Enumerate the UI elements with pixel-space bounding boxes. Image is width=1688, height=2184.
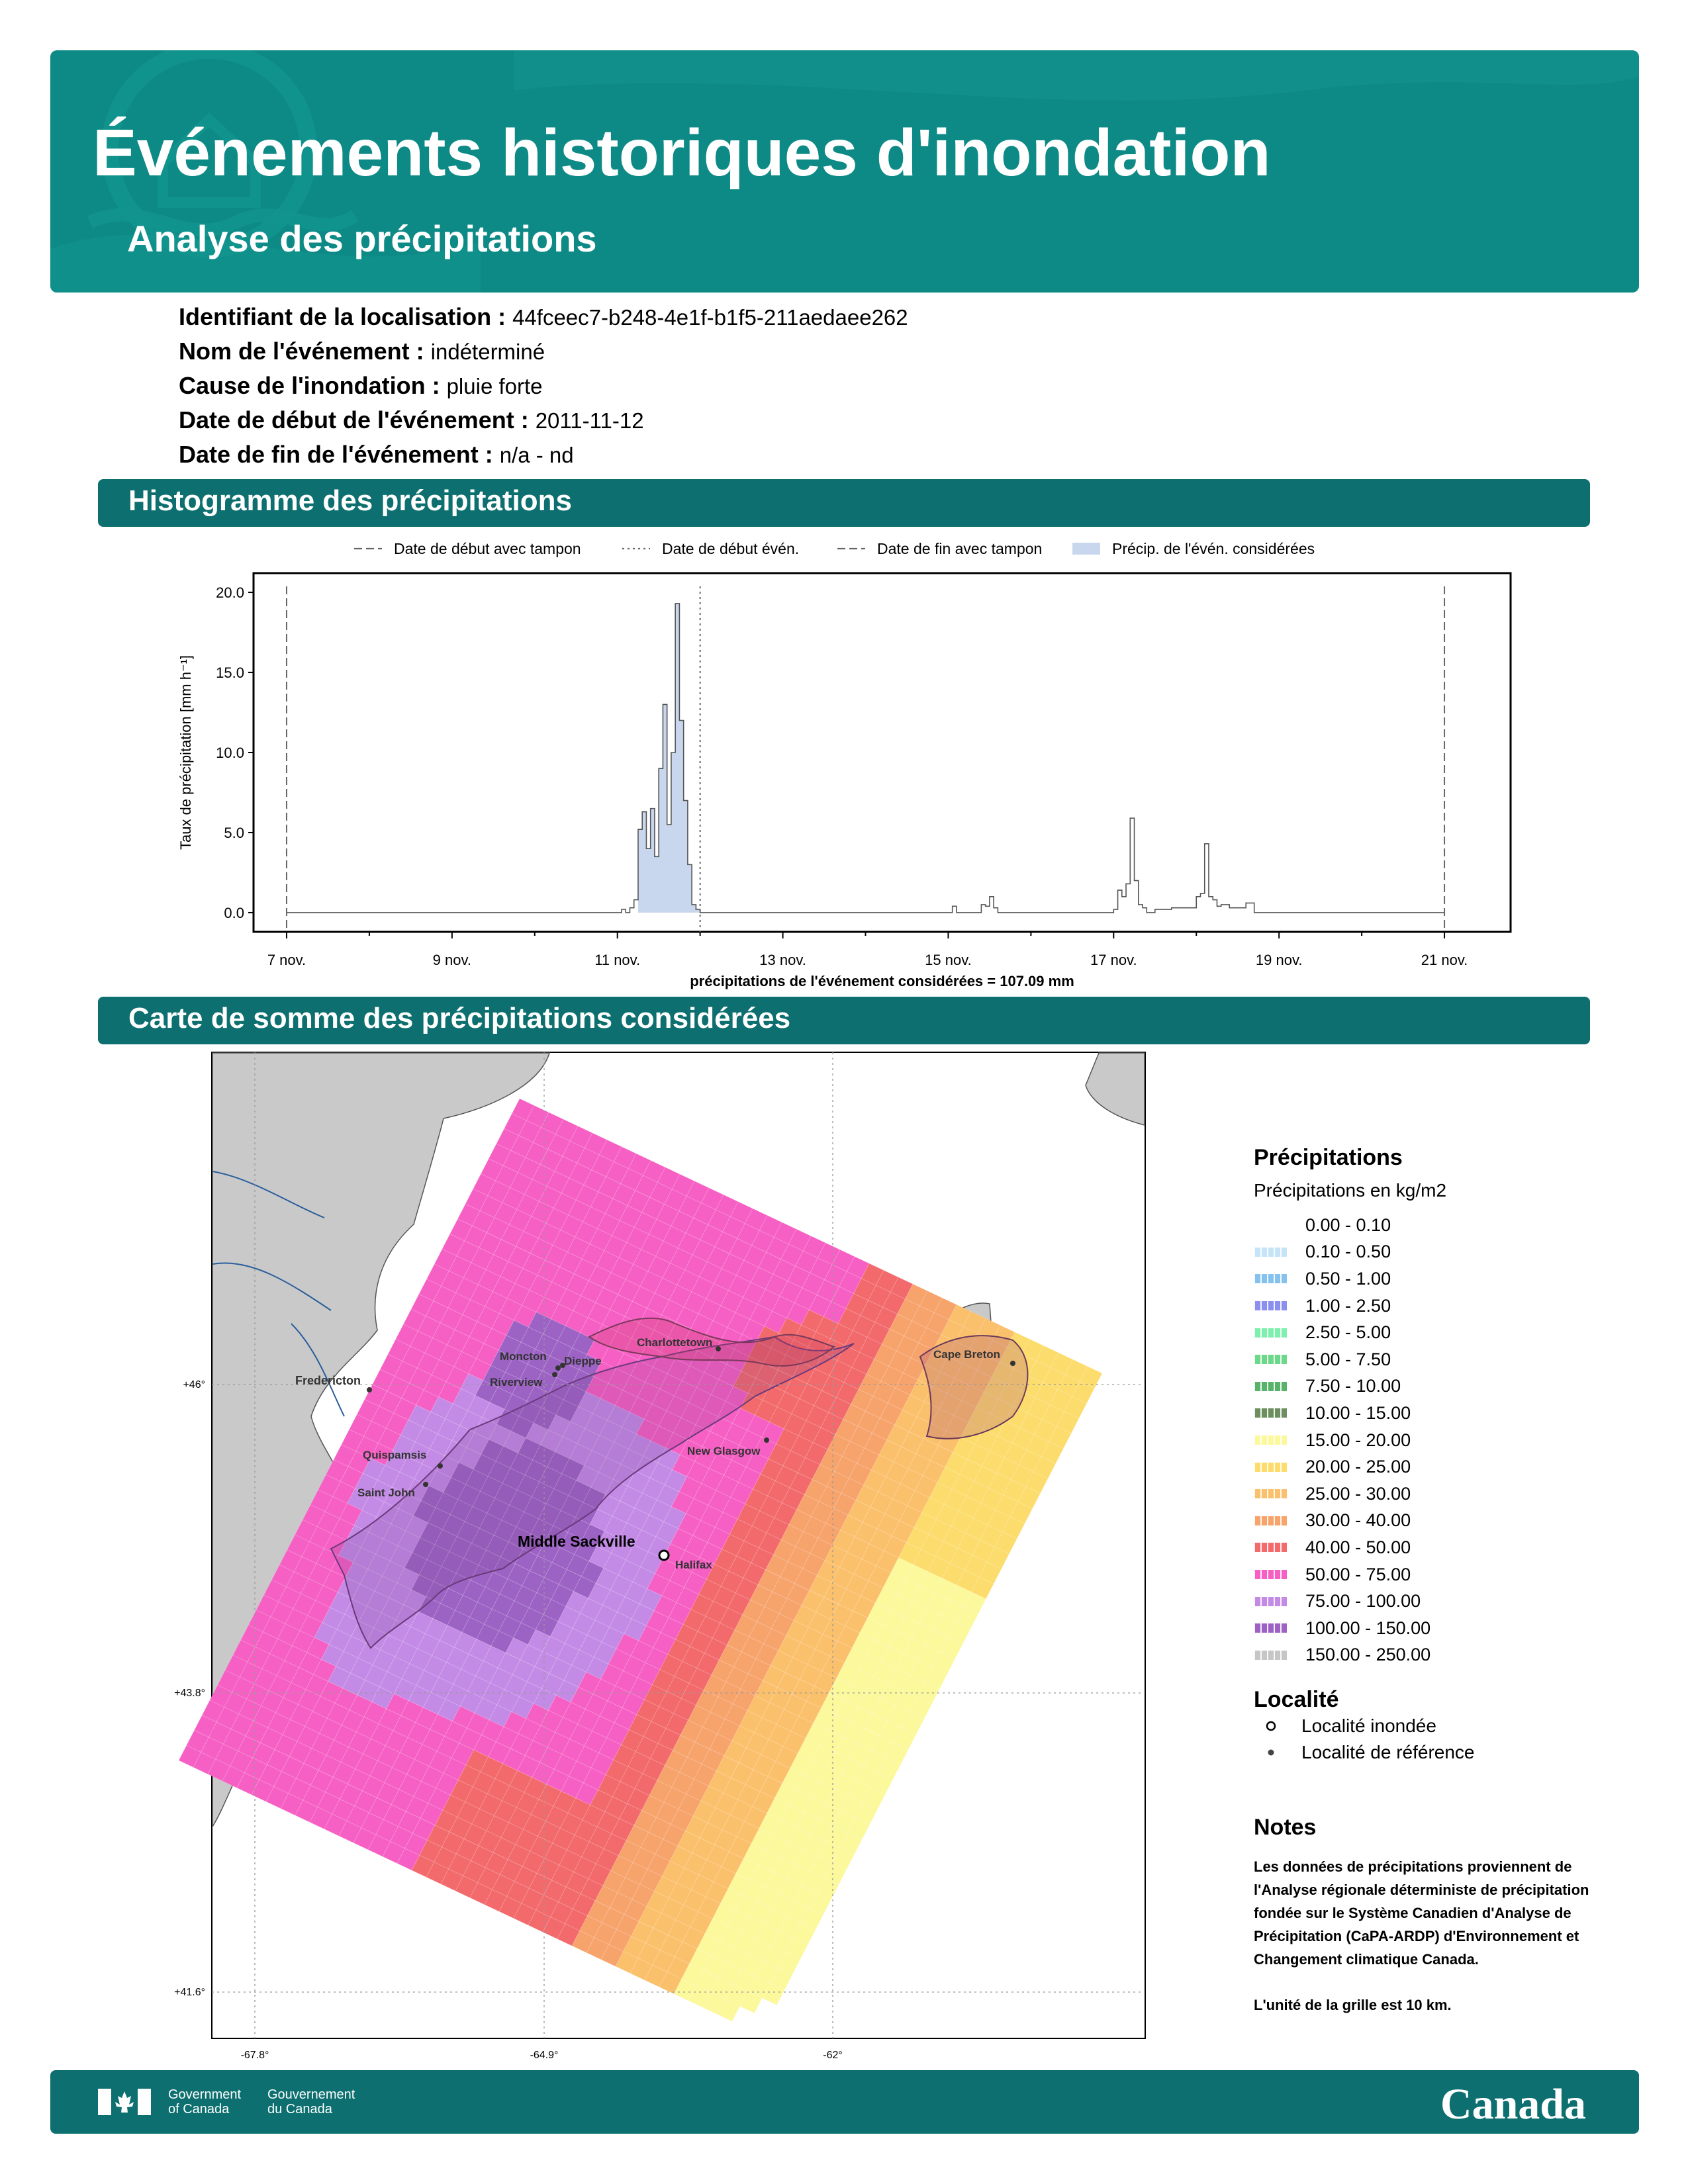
city-dot [423, 1482, 428, 1487]
flooded-locality-marker [659, 1551, 669, 1560]
legend-swatch [1254, 1516, 1287, 1525]
city-dot [716, 1346, 721, 1351]
legend-label: 1.00 - 2.50 [1305, 1295, 1391, 1316]
y-tick-label: 5.0 [224, 824, 244, 841]
legend-label: Date de début avec tampon [394, 540, 581, 557]
x-axis-label: précipitations de l'événement considérées = 107.09 mm [690, 973, 1074, 989]
city-label: Saint John [357, 1486, 415, 1499]
legend-item [1254, 1453, 1624, 1480]
city-dot [367, 1387, 372, 1392]
legend-label: 25.00 - 30.00 [1305, 1483, 1411, 1504]
precipitation-sum-map [159, 1046, 1192, 2078]
legend-subtitle: Précipitations en kg/m2 [1254, 1180, 1447, 1201]
legend-item [1254, 1534, 1624, 1561]
legend-label: 20.00 - 25.00 [1305, 1457, 1411, 1477]
footer [50, 2070, 1639, 2134]
gov-fr [267, 2087, 355, 2116]
legend-item [1254, 1508, 1624, 1535]
canada-flag-icon [98, 2089, 151, 2115]
x-tick-label: 17 nov. [1090, 952, 1137, 968]
info-row-cause [179, 372, 908, 406]
info-label: Identifiant de la localisation : [179, 303, 506, 330]
legend-label: 10.00 - 15.00 [1305, 1402, 1411, 1423]
canada-wordmark: Canada [1440, 2080, 1586, 2128]
info-label: Date de fin de l'événement : [179, 441, 493, 468]
locality-label: Localité de référence [1301, 1742, 1475, 1763]
legend-item [1254, 1373, 1624, 1400]
lon-label: -64.9° [530, 2050, 559, 2061]
legend-swatch [1254, 1328, 1287, 1338]
info-label: Date de début de l'événement : [179, 406, 529, 433]
city-label: Quispamsis [363, 1449, 427, 1461]
plot-frame [254, 573, 1511, 932]
y-tick-label: 20.0 [216, 584, 244, 602]
x-tick-label: 11 nov. [594, 952, 641, 968]
legend-label: Date de début évén. [662, 540, 800, 557]
legend-item [1254, 1239, 1624, 1266]
notes-title: Notes [1254, 1815, 1317, 1841]
legend-swatch [1254, 1570, 1287, 1579]
precip-series-line [287, 604, 1444, 913]
header-banner [50, 50, 1639, 293]
city-label: Moncton [500, 1350, 547, 1363]
legend-item [1254, 1480, 1624, 1508]
x-tick-label: 15 nov. [925, 952, 972, 968]
legend-swatch [1254, 1651, 1287, 1660]
city-label: Riverview [490, 1376, 543, 1388]
legend-swatch [1254, 1623, 1287, 1633]
gov-en-line1: Government [168, 2087, 242, 2102]
legend-item [1254, 1588, 1624, 1615]
notes-text: Les données de précipitations proviennent de l'Analyse régionale déterministe de précipitation fondée sur le Système Canadien d'Analyse de Précipitation (CaPA-ARDP) d'Environnement et Changement climatique Canada. [1254, 1858, 1589, 1968]
city-label: Halifax [675, 1559, 712, 1571]
y-tick-label: 10.0 [216, 745, 244, 761]
legend-label: 150.00 - 250.00 [1305, 1645, 1431, 1665]
lat-label: +46° [183, 1379, 205, 1390]
legend-label: 0.10 - 0.50 [1305, 1242, 1391, 1262]
lon-label: -67.8° [240, 2050, 269, 2061]
legend-item [1254, 1615, 1624, 1642]
city-dot [555, 1365, 561, 1371]
locality-item-flooded [1254, 1713, 1624, 1739]
info-label: Nom de l'événement : [179, 338, 424, 365]
y-tick-label: 15.0 [216, 664, 244, 682]
info-value: pluie forte [446, 374, 543, 398]
legend-swatch [1254, 1597, 1287, 1606]
section-title-map: Carte de somme des précipitations considérées [128, 1002, 791, 1034]
city-label: Middle Sackville [518, 1533, 635, 1550]
locality-title: Localité [1254, 1687, 1339, 1713]
lat-label: +43.8° [174, 1688, 205, 1699]
notes-grid-unit: L'unité de la grille est 10 km. [1254, 1997, 1452, 2014]
info-value: indéterminé [430, 340, 545, 364]
lat-label: +41.6° [174, 1987, 205, 1998]
legend-swatch [1254, 1382, 1287, 1391]
legend-item [1254, 1265, 1624, 1293]
legend-swatch [1254, 1274, 1287, 1283]
legend-swatch [1254, 1543, 1287, 1552]
info-label: Cause de l'inondation : [179, 372, 440, 399]
info-row-start-date [179, 406, 908, 441]
city-dot [552, 1372, 557, 1377]
event-precip-area [638, 604, 700, 913]
x-tick-label: 19 nov. [1255, 952, 1303, 968]
legend-swatch [1254, 1408, 1287, 1418]
legend-swatch [1254, 1435, 1287, 1445]
info-value: n/a - nd [499, 443, 574, 467]
info-row-event-name [179, 338, 908, 372]
city-label: Dieppe [564, 1355, 602, 1367]
info-value: 2011-11-12 [535, 408, 644, 433]
legend-label: 0.00 - 0.10 [1305, 1214, 1391, 1235]
x-tick-label: 21 nov. [1421, 952, 1468, 968]
legend-label: 40.00 - 50.00 [1305, 1537, 1411, 1557]
info-row-location-id [179, 303, 908, 338]
legend-item [1254, 1561, 1624, 1588]
page-title: Événements historiques d'inondation [93, 116, 1271, 190]
dot-icon [1262, 1746, 1280, 1759]
page-subtitle: Analyse des précipitations [127, 218, 597, 259]
city-dot [438, 1463, 443, 1469]
locality-item-reference [1254, 1739, 1624, 1766]
legend-swatch [1072, 543, 1100, 555]
legend-label: 100.00 - 150.00 [1305, 1617, 1431, 1638]
gov-fr-line1: Gouvernement [267, 2087, 355, 2102]
section-bar-map [98, 997, 1590, 1044]
legend-items [1254, 1212, 1624, 1668]
legend-label: 5.00 - 7.50 [1305, 1349, 1391, 1369]
legend-item [1254, 1293, 1624, 1320]
city-label: Cape Breton [933, 1348, 1001, 1361]
map-legend [1254, 1145, 1624, 2017]
x-tick-label: 7 nov. [267, 952, 306, 968]
legend-item [1254, 1400, 1624, 1427]
legend-label: 7.50 - 10.00 [1305, 1376, 1401, 1396]
hollow-circle-icon [1262, 1719, 1280, 1733]
legend-label: 2.50 - 5.00 [1305, 1322, 1391, 1343]
info-value: 44fceec7-b248-4e1f-b1f5-211aedaee262 [512, 305, 908, 330]
legend-item [1254, 1427, 1624, 1454]
legend-item [1254, 1212, 1624, 1239]
city-dot [1010, 1361, 1015, 1366]
legend-swatch [1254, 1248, 1287, 1257]
gov-en-line2: of Canada [168, 2102, 230, 2116]
legend-label: 30.00 - 40.00 [1305, 1510, 1411, 1531]
y-axis-label: Taux de précipitation [mm h⁻¹] [177, 655, 194, 850]
city-label: New Glasgow [687, 1445, 761, 1457]
x-tick-label: 9 nov. [432, 952, 471, 968]
legend-label: Précip. de l'évén. considérées [1112, 540, 1315, 557]
legend-title: Précipitations [1254, 1145, 1403, 1170]
legend-swatch [1254, 1301, 1287, 1310]
city-label: Fredericton [295, 1374, 361, 1387]
legend-label: 50.00 - 75.00 [1305, 1564, 1411, 1584]
section-title-histogram: Histogramme des précipitations [128, 484, 572, 517]
legend-swatch [1254, 1489, 1287, 1498]
y-tick-label: 0.0 [224, 904, 244, 921]
legend-item [1254, 1642, 1624, 1669]
legend-item [1254, 1319, 1624, 1346]
legend-label: 15.00 - 20.00 [1305, 1430, 1411, 1450]
info-row-end-date [179, 441, 908, 475]
legend-item [1254, 1346, 1624, 1373]
legend-swatch [1254, 1463, 1287, 1472]
legend-label: 0.50 - 1.00 [1305, 1268, 1391, 1289]
legend-swatch [1254, 1355, 1287, 1364]
gov-en [168, 2087, 241, 2116]
legend-swatch [1254, 1220, 1287, 1230]
gov-fr-line2: du Canada [267, 2102, 332, 2116]
city-dot [764, 1437, 769, 1443]
lon-label: -62° [823, 2050, 843, 2061]
locality-label: Localité inondée [1301, 1715, 1436, 1737]
x-tick-label: 13 nov. [759, 952, 806, 968]
legend-label: Date de fin avec tampon [877, 540, 1043, 557]
section-bar-histogram [98, 479, 1590, 527]
legend-label: 75.00 - 100.00 [1305, 1591, 1421, 1612]
event-info [179, 303, 908, 475]
precipitation-histogram [159, 527, 1536, 990]
city-label: Charlottetown [637, 1336, 713, 1349]
